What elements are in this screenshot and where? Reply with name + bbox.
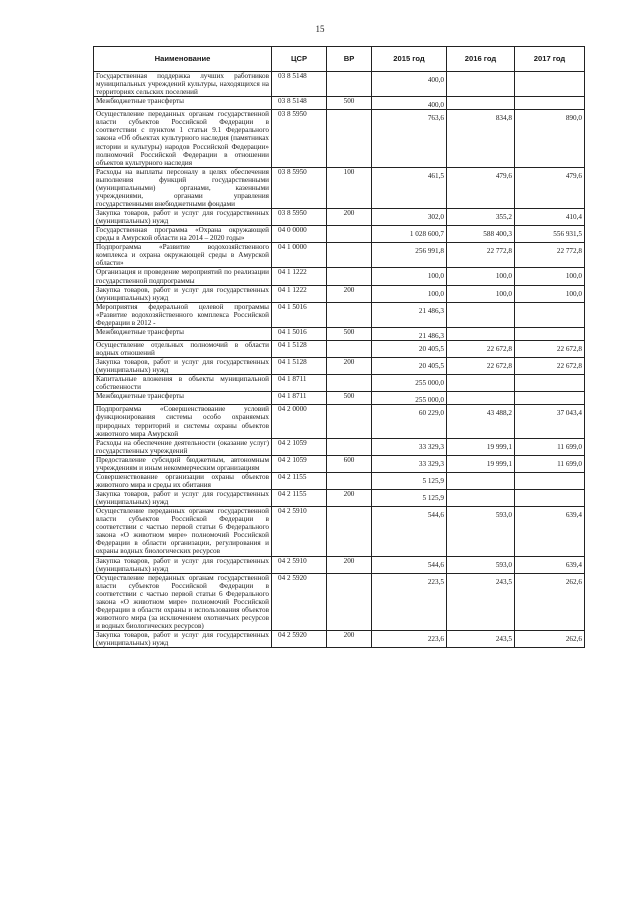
table-row <box>94 405 585 438</box>
row-vr <box>327 375 372 392</box>
row-2017: 11 699,0 <box>515 455 585 472</box>
row-name: Осуществление отдельных полномочий в области водных отношений <box>94 340 272 357</box>
table-row <box>94 556 585 573</box>
row-2016 <box>447 472 515 489</box>
row-2016: 22 672,8 <box>447 358 515 375</box>
row-csr: 03 8 5148 <box>272 97 327 110</box>
row-2015: 763,6 <box>372 110 447 167</box>
row-vr <box>327 438 372 455</box>
row-2015: 302,0 <box>372 209 447 226</box>
row-csr: 04 2 1059 <box>272 455 327 472</box>
row-2016 <box>447 490 515 507</box>
row-2017: 262,6 <box>515 573 585 630</box>
row-2015: 5 125,9 <box>372 490 447 507</box>
table-row <box>94 392 585 405</box>
row-2015: 544,6 <box>372 507 447 556</box>
row-name: Предоставление субсидий бюджетным, автономным учреждениям и иным некоммерческим организациям <box>94 455 272 472</box>
row-name: Подпрограмма «Развитие водохозяйственного комплекса и охрана окружающей среды в Амурской области» <box>94 243 272 268</box>
table-row <box>94 226 585 243</box>
row-vr: 200 <box>327 631 372 648</box>
row-2017: 22 772,8 <box>515 243 585 268</box>
table-row <box>94 507 585 556</box>
table-row <box>94 243 585 268</box>
row-2017: 556 931,5 <box>515 226 585 243</box>
row-2016 <box>447 392 515 405</box>
row-name: Государственная поддержка лучших работников муниципальных учреждений культуры, находящихся на территориях сельских поселений <box>94 72 272 97</box>
row-vr <box>327 507 372 556</box>
table-row <box>94 268 585 285</box>
row-csr: 04 2 5910 <box>272 556 327 573</box>
row-csr: 04 2 5920 <box>272 631 327 648</box>
row-csr: 04 2 1059 <box>272 438 327 455</box>
row-vr <box>327 472 372 489</box>
table-row <box>94 72 585 97</box>
row-name: Расходы на выплаты персоналу в целях обеспечения выполнения функций государственными (муниципальными) органами, казенными учреждениями, органами управления государственными внебюджетными фондами <box>94 167 272 208</box>
table-row <box>94 302 585 327</box>
row-2016 <box>447 375 515 392</box>
row-csr: 03 8 5148 <box>272 72 327 97</box>
row-2015: 255 000,0 <box>372 375 447 392</box>
row-2017 <box>515 392 585 405</box>
budget-table <box>93 46 585 648</box>
row-csr: 03 8 5950 <box>272 209 327 226</box>
row-name: Расходы на обеспечение деятельности (оказание услуг) государственных учреждений <box>94 438 272 455</box>
row-2015: 21 486,3 <box>372 327 447 340</box>
row-2016: 243,5 <box>447 573 515 630</box>
row-2017 <box>515 72 585 97</box>
header-vr: ВР <box>327 47 372 72</box>
row-csr: 04 1 5128 <box>272 340 327 357</box>
row-2015: 400,0 <box>372 72 447 97</box>
header-csr: ЦСР <box>272 47 327 72</box>
row-vr <box>327 226 372 243</box>
row-2015: 255 000,0 <box>372 392 447 405</box>
row-2015: 256 991,8 <box>372 243 447 268</box>
row-name: Капитальные вложения в объекты муниципальной собственности <box>94 375 272 392</box>
row-name: Осуществление переданных органам государственной власти субъектов Российской Федерации в соответствии с частью первой статьи 6 Федерального закона «О животном мире» полномочий Российской Федерации в области охраны и использования объектов животного мира (за исключением охотничьих ресурсов и водных биологических ресурсов) <box>94 573 272 630</box>
row-2017: 479,6 <box>515 167 585 208</box>
row-2016: 22 672,8 <box>447 340 515 357</box>
table-row <box>94 285 585 302</box>
header-name: Наименование <box>94 47 272 72</box>
row-2016: 593,0 <box>447 556 515 573</box>
row-2016: 243,5 <box>447 631 515 648</box>
row-vr <box>327 268 372 285</box>
row-name: Межбюджетные трансферты <box>94 97 272 110</box>
row-2015: 5 125,9 <box>372 472 447 489</box>
row-vr: 200 <box>327 490 372 507</box>
row-2015: 544,6 <box>372 556 447 573</box>
row-name: Закупка товаров, работ и услуг для государственных (муниципальных) нужд <box>94 631 272 648</box>
row-2015: 60 229,0 <box>372 405 447 438</box>
row-name: Организация и проведение мероприятий по реализации государственной подпрограммы <box>94 268 272 285</box>
row-csr: 04 1 1222 <box>272 268 327 285</box>
row-2017 <box>515 302 585 327</box>
row-2015: 100,0 <box>372 268 447 285</box>
row-2016: 22 772,8 <box>447 243 515 268</box>
row-name: Закупка товаров, работ и услуг для государственных (муниципальных) нужд <box>94 358 272 375</box>
table-row <box>94 490 585 507</box>
row-2017 <box>515 97 585 110</box>
row-csr: 04 2 5910 <box>272 507 327 556</box>
row-2016 <box>447 327 515 340</box>
row-vr: 600 <box>327 455 372 472</box>
row-2017: 37 043,4 <box>515 405 585 438</box>
table-row <box>94 631 585 648</box>
table-row <box>94 327 585 340</box>
row-vr <box>327 110 372 167</box>
row-vr <box>327 340 372 357</box>
row-2016 <box>447 302 515 327</box>
row-vr: 100 <box>327 167 372 208</box>
row-vr: 200 <box>327 209 372 226</box>
row-vr: 500 <box>327 392 372 405</box>
row-2016: 19 999,1 <box>447 455 515 472</box>
row-2016 <box>447 72 515 97</box>
row-name: Закупка товаров, работ и услуг для государственных (муниципальных) нужд <box>94 285 272 302</box>
table-row <box>94 97 585 110</box>
row-vr: 200 <box>327 285 372 302</box>
row-csr: 04 2 5920 <box>272 573 327 630</box>
row-2017: 22 672,8 <box>515 358 585 375</box>
row-2015: 223,6 <box>372 631 447 648</box>
row-2015: 100,0 <box>372 285 447 302</box>
row-2017: 890,0 <box>515 110 585 167</box>
row-name: Государственная программа «Охрана окружающей среды в Амурской области на 2014 – 2020 годы» <box>94 226 272 243</box>
row-csr: 04 2 1155 <box>272 472 327 489</box>
row-2015: 20 405,5 <box>372 358 447 375</box>
table-row <box>94 573 585 630</box>
row-2016: 100,0 <box>447 268 515 285</box>
row-csr: 04 1 5128 <box>272 358 327 375</box>
row-csr: 04 0 0000 <box>272 226 327 243</box>
row-csr: 04 1 8711 <box>272 375 327 392</box>
row-name: Закупка товаров, работ и услуг для государственных (муниципальных) нужд <box>94 490 272 507</box>
row-2015: 20 405,5 <box>372 340 447 357</box>
row-vr <box>327 302 372 327</box>
row-2017: 11 699,0 <box>515 438 585 455</box>
row-2016: 43 488,2 <box>447 405 515 438</box>
row-name: Осуществление переданных органам государственной власти субъектов Российской Федерации в соответствии с пунктом 1 статьи 9.1 Федерального закона «Об объектах культурного наследия (памятниках истории и культуры) народов Российской Федерации» полномочий Российской Федерации в отношении объектов культурного наследия <box>94 110 272 167</box>
row-2016: 100,0 <box>447 285 515 302</box>
row-2016: 19 999,1 <box>447 438 515 455</box>
row-name: Межбюджетные трансферты <box>94 392 272 405</box>
row-name: Межбюджетные трансферты <box>94 327 272 340</box>
row-csr: 04 1 5016 <box>272 302 327 327</box>
table-row <box>94 167 585 208</box>
header-2016: 2016 год <box>447 47 515 72</box>
table-body <box>94 72 585 648</box>
row-name: Мероприятия федеральной целевой программы «Развитие водохозяйственного комплекса Российской Федерации в 2012 - <box>94 302 272 327</box>
table-row <box>94 209 585 226</box>
row-vr: 500 <box>327 327 372 340</box>
row-vr <box>327 573 372 630</box>
row-name: Подпрограмма «Совершенствование условий функционирования системы особо охраняемых природных территорий и системы охраны объектов животного мира Амурской <box>94 405 272 438</box>
row-2016: 479,6 <box>447 167 515 208</box>
row-vr <box>327 243 372 268</box>
row-csr: 04 1 1222 <box>272 285 327 302</box>
row-name: Закупка товаров, работ и услуг для государственных (муниципальных) нужд <box>94 209 272 226</box>
row-2017: 639,4 <box>515 507 585 556</box>
row-2017: 22 672,8 <box>515 340 585 357</box>
row-vr: 200 <box>327 556 372 573</box>
row-csr: 04 1 5016 <box>272 327 327 340</box>
row-name: Закупка товаров, работ и услуг для государственных (муниципальных) нужд <box>94 556 272 573</box>
row-2017: 100,0 <box>515 285 585 302</box>
row-vr: 500 <box>327 97 372 110</box>
row-csr: 04 1 0000 <box>272 243 327 268</box>
row-2015: 400,0 <box>372 97 447 110</box>
table-row <box>94 438 585 455</box>
row-2015: 1 028 600,7 <box>372 226 447 243</box>
page-number: 15 <box>315 24 325 34</box>
row-csr: 04 2 1155 <box>272 490 327 507</box>
row-2015: 33 329,3 <box>372 438 447 455</box>
row-csr: 03 8 5950 <box>272 110 327 167</box>
row-csr: 03 8 5950 <box>272 167 327 208</box>
row-vr <box>327 72 372 97</box>
row-2017: 262,6 <box>515 631 585 648</box>
table-row <box>94 455 585 472</box>
row-2015: 461,5 <box>372 167 447 208</box>
row-vr <box>327 405 372 438</box>
row-2017 <box>515 327 585 340</box>
row-2017: 100,0 <box>515 268 585 285</box>
row-csr: 04 1 8711 <box>272 392 327 405</box>
table-row <box>94 110 585 167</box>
table-row <box>94 472 585 489</box>
row-csr: 04 2 0000 <box>272 405 327 438</box>
row-2016: 355,2 <box>447 209 515 226</box>
row-2017: 639,4 <box>515 556 585 573</box>
row-2017: 410,4 <box>515 209 585 226</box>
row-2017 <box>515 490 585 507</box>
row-2015: 21 486,3 <box>372 302 447 327</box>
table-row <box>94 340 585 357</box>
table-row <box>94 375 585 392</box>
row-2016: 593,0 <box>447 507 515 556</box>
row-2017 <box>515 375 585 392</box>
row-vr: 200 <box>327 358 372 375</box>
row-2015: 33 329,3 <box>372 455 447 472</box>
row-2016 <box>447 97 515 110</box>
header-row <box>94 47 585 72</box>
row-name: Осуществление переданных органам государственной власти субъектов Российской Федерации в соответствии с частью первой статьи 6 Федерального закона «О животном мире» полномочий Российской Федерации в области организации, регулирования и охраны водных биологических ресурсов <box>94 507 272 556</box>
row-2016: 834,8 <box>447 110 515 167</box>
row-name: Совершенствование организации охраны объектов животного мира и среды их обитания <box>94 472 272 489</box>
row-2015: 223,5 <box>372 573 447 630</box>
table-row <box>94 358 585 375</box>
header-2015: 2015 год <box>372 47 447 72</box>
header-2017: 2017 год <box>515 47 585 72</box>
row-2016: 588 400,3 <box>447 226 515 243</box>
row-2017 <box>515 472 585 489</box>
